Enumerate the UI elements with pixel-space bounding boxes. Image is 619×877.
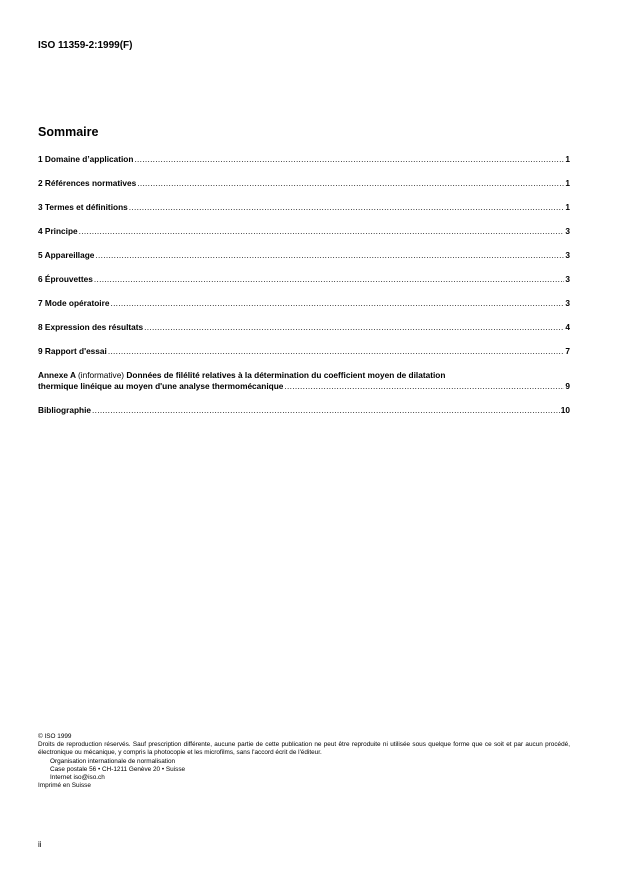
toc-leader (129, 202, 565, 212)
toc-entry[interactable] (38, 346, 570, 356)
copyright-line: © ISO 1999 (38, 733, 72, 740)
annex-title-line2: thermique linéique au moyen d'une analyse thermomécanique (38, 381, 284, 391)
toc-entry-title: 8 Expression des résultats (38, 322, 144, 332)
toc-entry-page: 7 (565, 346, 570, 356)
toc-entry-title: 5 Appareillage (38, 250, 95, 260)
toc-leader (108, 346, 565, 356)
toc-entry-title: 1 Domaine d’application (38, 154, 134, 164)
annex-type: (informative) (77, 370, 125, 380)
toc-leader (137, 178, 564, 188)
toc-entry[interactable] (38, 226, 570, 236)
toc-leader (144, 322, 564, 332)
toc-entry-title: 3 Termes et définitions (38, 202, 128, 212)
org-address: Case postale 56 • CH-1211 Genève 20 • Suisse (50, 765, 186, 773)
page-number: ii (38, 840, 42, 849)
toc-entry-page: 1 (565, 154, 570, 164)
annex-label: Annexe A (38, 370, 76, 380)
toc-entry-title: 6 Éprouvettes (38, 274, 93, 284)
toc-leader (134, 154, 564, 164)
toc-leader (79, 226, 565, 236)
toc-entry[interactable] (38, 250, 570, 260)
org-name: Organisation internationale de normalisation (50, 757, 176, 765)
toc-entry-bibliography[interactable] (38, 405, 570, 415)
toc-entry-title: 7 Mode opératoire (38, 298, 110, 308)
toc-entry[interactable] (38, 274, 570, 284)
toc-leader (94, 274, 565, 284)
copyright-footer (38, 733, 570, 790)
rights-notice: Droits de reproduction réservés. Sauf prescription différente, aucune partie de cette publication ne peut être reproduite ni utilisée sous quelque forme que ce soit et par aucun procédé, électronique ou mécanique, y compris la photocopie et les microfilms, sans l'accord écrit de l'éditeur. (38, 741, 570, 757)
org-internet: Internet iso@iso.ch (50, 774, 105, 782)
toc-entry[interactable] (38, 298, 570, 308)
toc-entry-page: 3 (565, 274, 570, 284)
toc-entry-page: 1 (565, 178, 570, 188)
toc-entry-page: 4 (565, 322, 570, 332)
toc-entry-page: 3 (565, 250, 570, 260)
toc-entry[interactable] (38, 202, 570, 212)
toc-entry[interactable] (38, 154, 570, 164)
table-of-contents (38, 154, 570, 429)
toc-entry-annex[interactable] (38, 370, 570, 392)
toc-entry[interactable] (38, 322, 570, 332)
toc-entry-title: 9 Rapport d'essai (38, 346, 107, 356)
printed-in: Imprimé en Suisse (38, 782, 91, 790)
toc-entry[interactable] (38, 178, 570, 188)
toc-entry-title: 2 Références normatives (38, 178, 137, 188)
toc-leader (110, 298, 564, 308)
toc-entry-title: Bibliographie (38, 405, 92, 415)
toc-entry-page: 3 (565, 226, 570, 236)
toc-leader (95, 250, 564, 260)
annex-title-line1: Données de filélité relatives à la détermination du coefficient moyen de dilatation (126, 370, 446, 380)
toc-entry-page: 1 (565, 202, 570, 212)
toc-entry-title: 4 Principe (38, 226, 78, 236)
toc-entry-page: 10 (560, 405, 570, 415)
document-id: ISO 11359-2:1999(F) (38, 40, 133, 51)
toc-entry-page: 3 (565, 298, 570, 308)
toc-title: Sommaire (38, 125, 99, 139)
annex-page: 9 (565, 381, 570, 391)
toc-leader (92, 405, 560, 415)
toc-leader (284, 381, 564, 392)
